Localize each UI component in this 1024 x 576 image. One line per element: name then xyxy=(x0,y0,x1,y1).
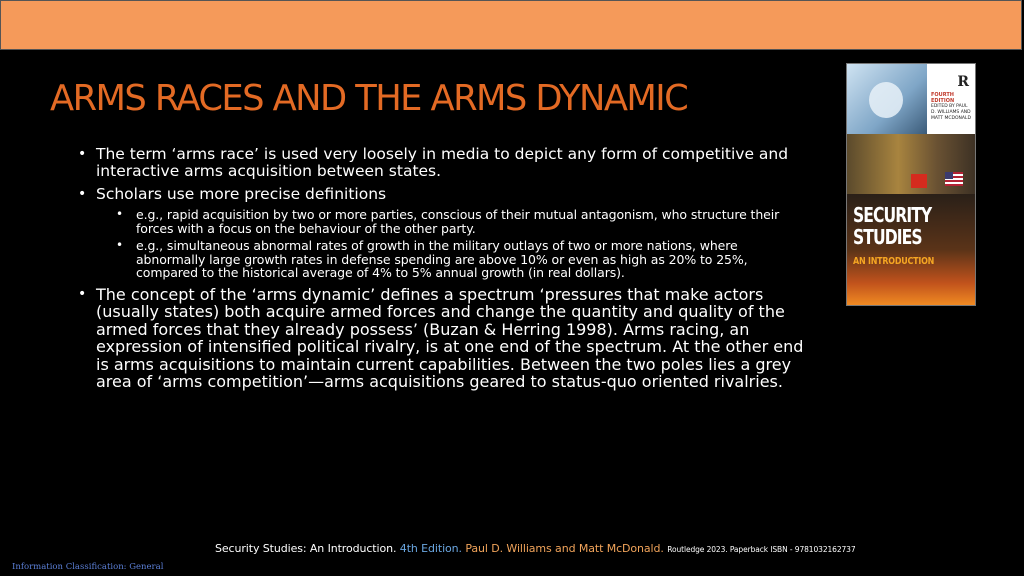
sub-bullet-item: • e.g., simultaneous abnormal rates of growth in the military outlays of two or more nations, where abnormally large growth rates in defense spending are above 10% or even as high as 20% to 25%, compared to the historical average of 4% to 5% annual growth (in real dollars). xyxy=(116,239,808,280)
cover-edition: FOURTH EDITION xyxy=(931,92,955,104)
bullet-item: • The concept of the ‘arms dynamic’ defines a spectrum ‘pressures that make actors (usually states) both acquire armed forces and change the quantity and quality of the armed forces that they already possess’ (Buzan & Herring 1998). Arms racing, an expression of intensified political rivalry, is at one end of the spectrum. At the other end is arms acquisitions to maintain current capabilities. Between the two poles lies a grey area of ‘arms competition’—arms acquisitions geared to status-quo oriented rivalries. xyxy=(78,286,808,391)
book-citation xyxy=(215,542,856,555)
citation-authors: Paul D. Williams and Matt McDonald. xyxy=(465,542,664,555)
cover-title xyxy=(853,204,931,248)
citation-title: Security Studies: An Introduction. xyxy=(215,542,397,555)
cover-editors: EDITED BY PAUL D. WILLIAMS AND MATT MCDONALD xyxy=(931,104,971,121)
citation-publisher: Routledge 2023. Paperback ISBN - 9781032162737 xyxy=(667,545,856,554)
china-flag-icon xyxy=(911,174,927,188)
citation-edition: 4th Edition. xyxy=(399,542,462,555)
sub-bullet-list xyxy=(116,208,808,280)
bullet-list xyxy=(78,146,808,391)
top-accent-band xyxy=(0,0,1022,50)
publisher-logo: R xyxy=(957,74,969,90)
bullet-item: • The term ‘arms race’ is used very loosely in media to depict any form of competitive and interactive arms acquisition between states. xyxy=(78,146,808,180)
bullet-item xyxy=(78,186,808,280)
book-cover-image xyxy=(846,63,976,306)
cover-subtitle: AN INTRODUCTION xyxy=(853,256,935,267)
slide-body xyxy=(78,146,808,397)
cover-photo-mask-shape xyxy=(869,82,903,118)
bullet-text: Scholars use more precise definitions xyxy=(96,185,387,203)
us-flag-icon xyxy=(945,172,963,186)
classification-footer: Information Classification: General xyxy=(12,562,164,572)
cover-title-line: SECURITY xyxy=(853,203,932,227)
cover-title-line: STUDIES xyxy=(853,225,922,249)
sub-bullet-item: • e.g., rapid acquisition by two or more parties, conscious of their mutual antagonism, who structure their forces with a focus on the behaviour of the other party. xyxy=(116,208,808,235)
slide-title: ARMS RACES AND THE ARMS DYNAMIC xyxy=(50,78,688,119)
